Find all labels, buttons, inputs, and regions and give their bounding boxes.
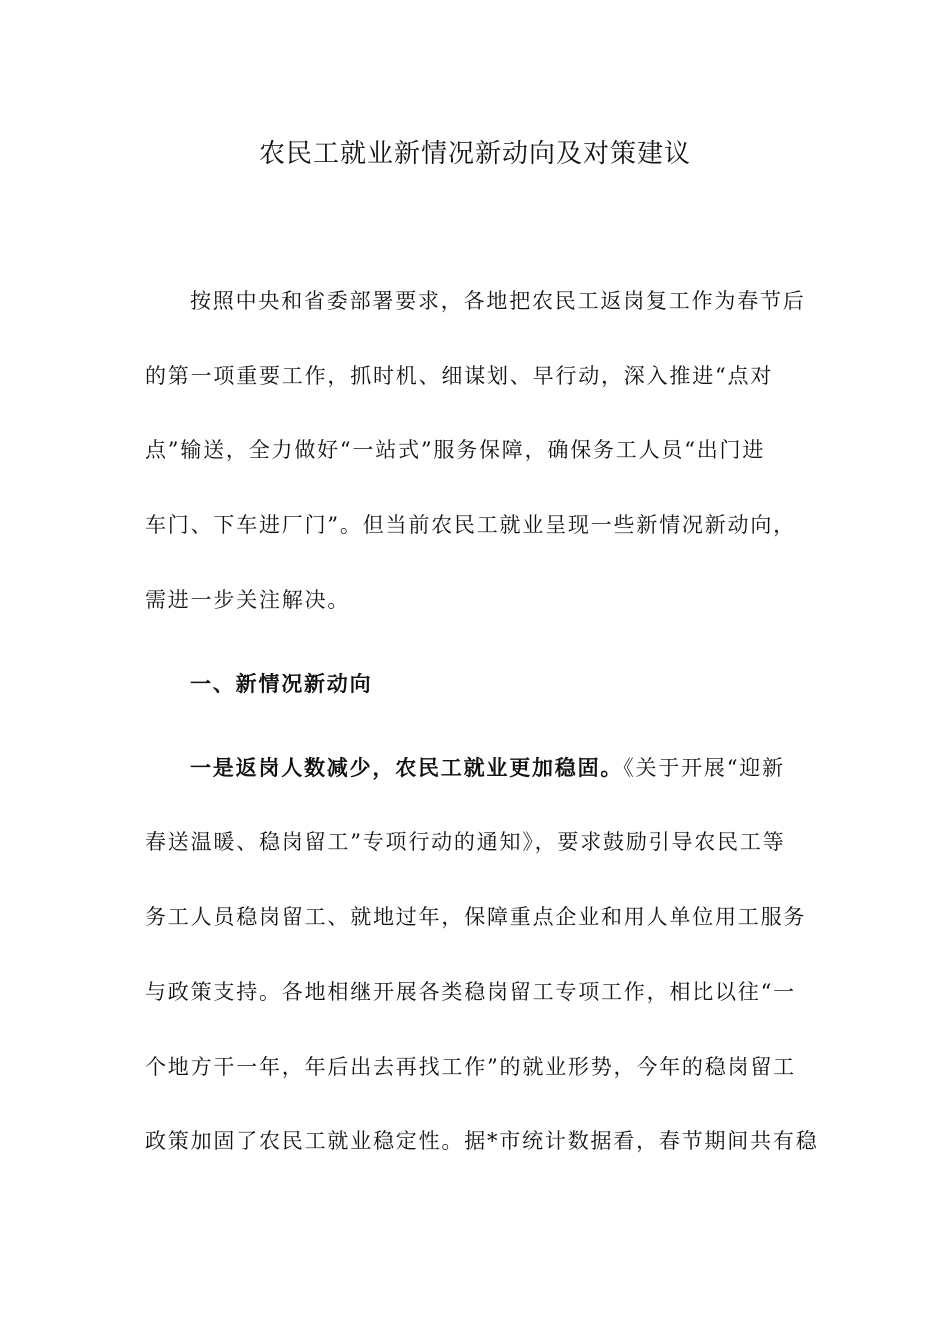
paragraph-line: 点”输送，全力做好“一站式”服务保障，确保务工人员“出门进: [145, 438, 766, 462]
document-title: 农民工就业新情况新动向及对策建议: [258, 139, 691, 169]
paragraph-line: 车门、下车进厂门”。但当前农民工就业呈现一些新情况新动向，: [145, 513, 796, 537]
section-heading: 一、新情况新动向: [190, 671, 373, 696]
paragraph-line: 与政策支持。各地相继开展各类稳岗留工专项工作，相比以往“一: [145, 980, 796, 1004]
paragraph-line: 需进一步关注解决。: [145, 588, 351, 612]
paragraph-first-line: [190, 753, 850, 783]
paragraph-line: 个地方干一年，年后出去再找工作”的就业形势，今年的稳岗留工: [145, 1055, 796, 1079]
paragraph-lead-sentence: 一是返岗人数减少，农民工就业更加稳固。: [190, 755, 624, 780]
paragraph-line: 按照中央和省委部署要求，各地把农民工返岗复工作为春节后: [190, 289, 806, 313]
paragraph-line: 政策加固了农民工就业稳定性。据*市统计数据看，春节期间共有稳: [145, 1129, 819, 1153]
paragraph-line: 春送温暖、稳岗留工”专项行动的通知》，要求鼓励引导农民工等: [145, 830, 786, 854]
paragraph-line: 的第一项重要工作，抓时机、细谋划、早行动，深入推进“点对: [145, 364, 774, 388]
paragraph-line: 务工人员稳岗留工、就地过年，保障重点企业和用人单位用工服务: [145, 905, 807, 929]
paragraph-text: 《关于开展“迎新: [623, 756, 785, 780]
